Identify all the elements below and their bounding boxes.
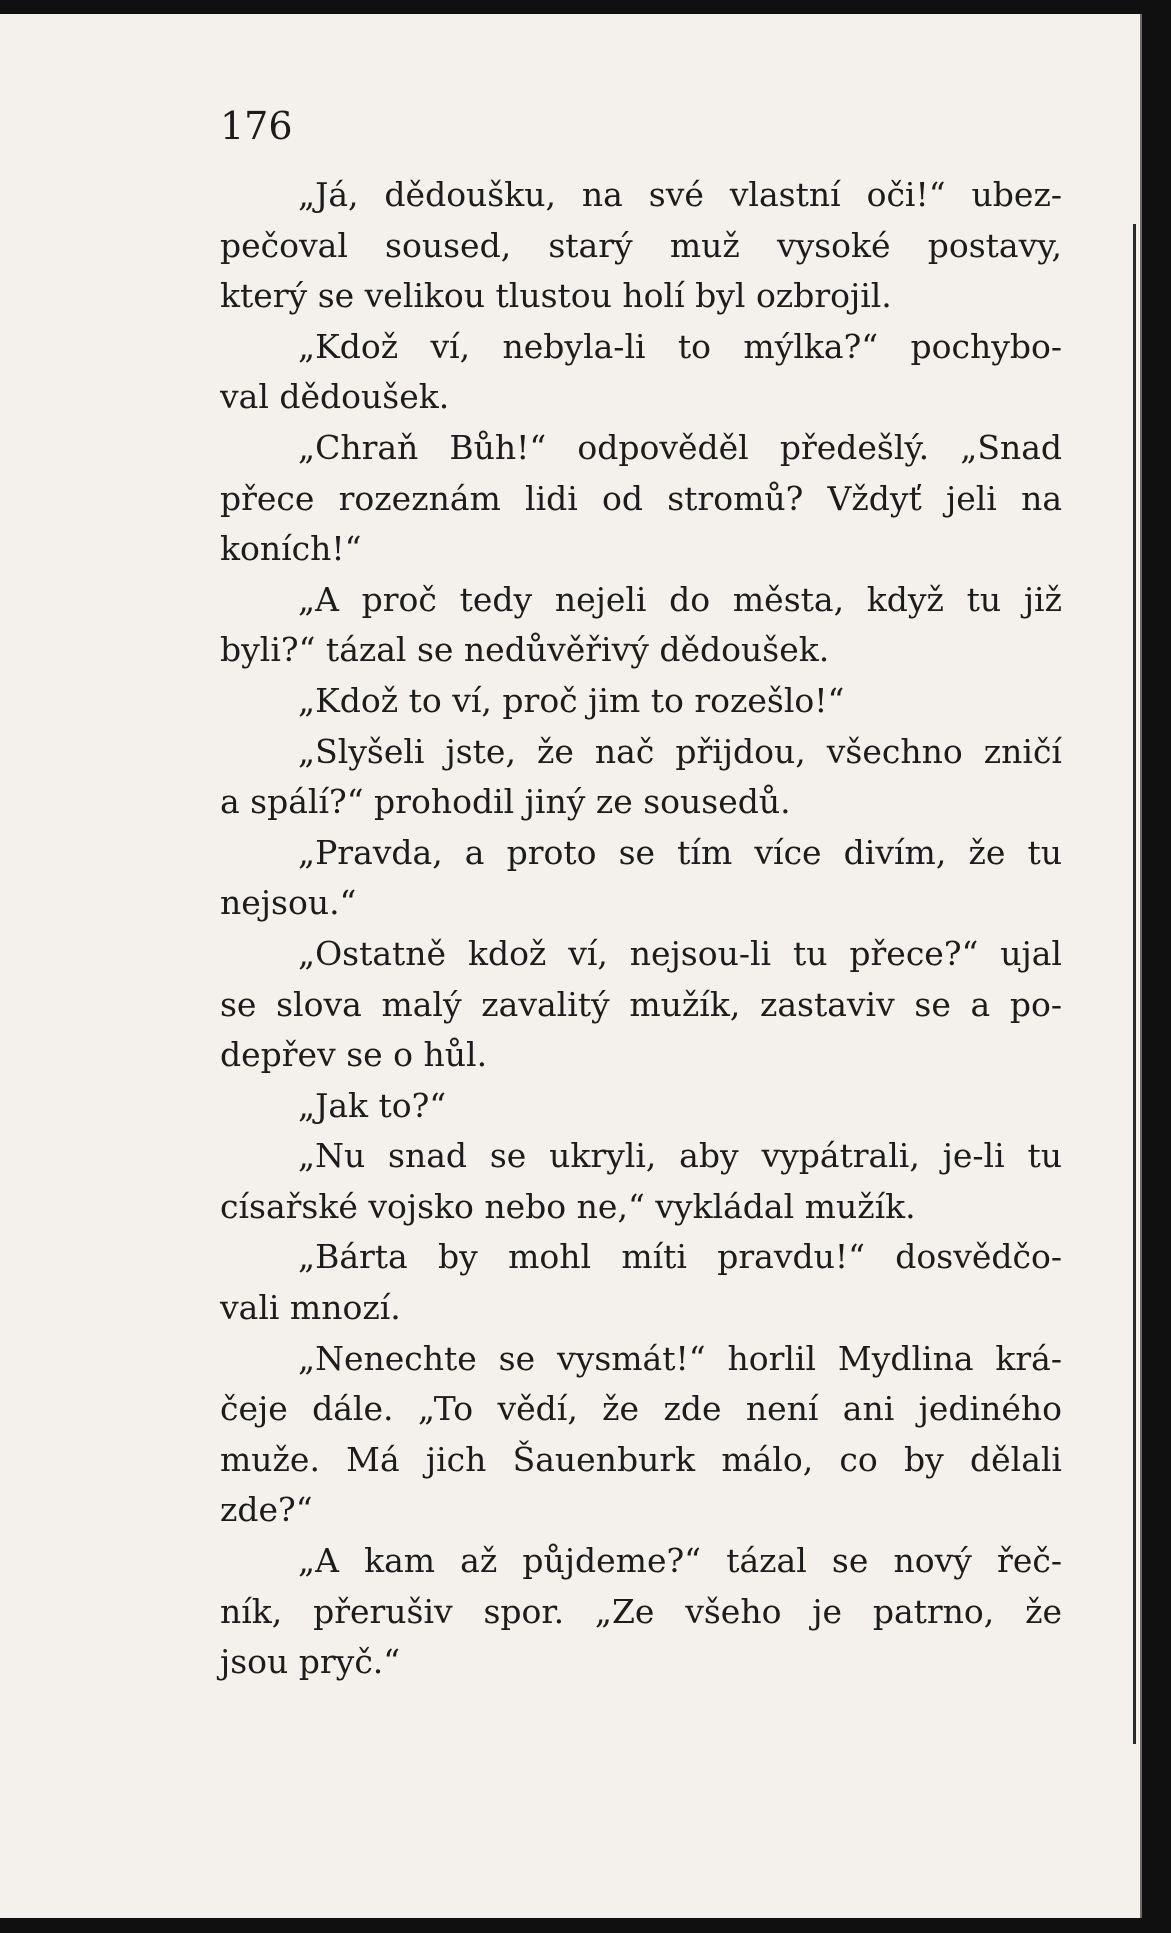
text-line: muže. Má jich Šauenburk málo, co by dělali [220, 1439, 1062, 1479]
text-line: koních!“ [220, 529, 362, 569]
text-line: vali mnozí. [220, 1288, 401, 1328]
text-line: byli?“ tázal se nedůvěřivý dědoušek. [220, 630, 830, 670]
text-line: zde?“ [220, 1490, 313, 1530]
binding-edge [1133, 224, 1136, 1744]
text-line: „A kam až půjdeme?“ tázal se nový řeč- [298, 1541, 1062, 1581]
text-line: „Nu snad se ukryli, aby vypátrali, je-li tu [298, 1136, 1062, 1176]
text-line: přece rozeznám lidi od stromů? Vždyť jeli na [220, 478, 1062, 518]
page-number: 176 [220, 104, 293, 148]
text-line: ník, přerušiv spor. „Ze všeho je patrno, že [220, 1591, 1062, 1631]
text-line: pečoval soused, starý muž vysoké postavy, [220, 225, 1062, 265]
text-line: depřev se o hůl. [220, 1035, 488, 1075]
text-line: „Nenechte se vysmát!“ horlil Mydlina krá- [298, 1338, 1062, 1378]
text-line: val dědoušek. [220, 377, 450, 417]
text-line: „Jak to?“ [298, 1085, 447, 1125]
text-line: čeje dále. „To vědí, že zde není ani jediného [220, 1389, 1062, 1429]
text-line: nejsou.“ [220, 883, 357, 923]
book-page [0, 14, 1142, 1918]
text-line: „Ostatně kdož ví, nejsou-li tu přece?“ ujal [298, 933, 1062, 973]
text-line: se slova malý zavalitý mužík, zastaviv se a po- [220, 984, 1062, 1024]
text-line: „Kdož to ví, proč jim to rozešlo!“ [298, 680, 845, 720]
text-line: „A proč tedy nejeli do města, když tu již [298, 579, 1062, 619]
body-text [220, 170, 1062, 1688]
text-line: a spálí?“ prohodil jiný ze sousedů. [220, 782, 791, 822]
text-line: „Já, dědoušku, na své vlastní oči!“ ubez- [298, 175, 1062, 214]
text-line: „Kdož ví, nebyla-li to mýlka?“ pochybo- [298, 326, 1062, 366]
text-line: císařské vojsko nebo ne,“ vykládal mužík. [220, 1186, 916, 1226]
text-line: „Slyšeli jste, že nač přijdou, všechno zničí [298, 731, 1062, 771]
text-line: „Bárta by mohl míti pravdu!“ dosvědčo- [298, 1237, 1062, 1277]
text-line: jsou pryč.“ [220, 1642, 401, 1682]
text-line: „Chraň Bůh!“ odpověděl předešlý. „Snad [298, 427, 1062, 467]
text-line: „Pravda, a proto se tím více divím, že tu [298, 832, 1062, 872]
text-line: který se velikou tlustou holí byl ozbrojil. [220, 276, 892, 316]
